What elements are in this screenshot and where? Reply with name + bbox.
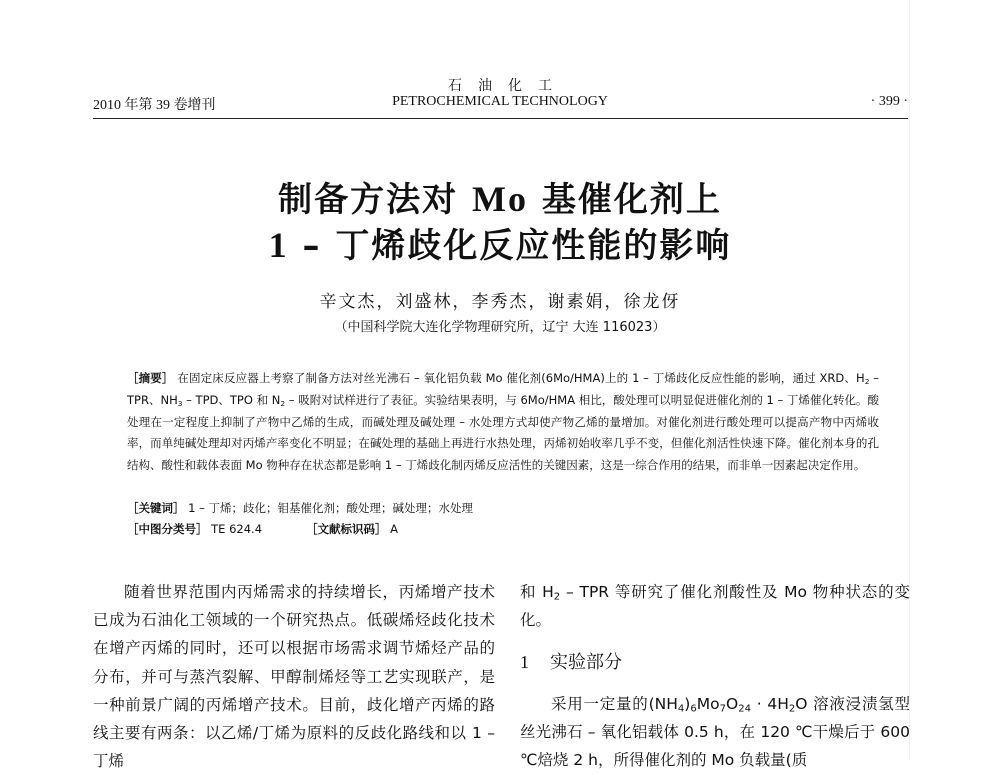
paper-title-line-1 xyxy=(0,172,1000,221)
body-text: 和 H xyxy=(520,583,554,601)
classification xyxy=(127,521,879,537)
doc-code-label: ［文献标识码］ xyxy=(306,522,387,536)
body-text: – TPR 等研究了催化剂酸性及 Mo 物种状态的变化。 xyxy=(520,583,910,630)
clc-value: TE 624.4 xyxy=(207,522,263,536)
issue-info: 2010 年第 39 卷增刊 xyxy=(93,98,216,113)
section-heading xyxy=(520,648,622,674)
subscript: 4 xyxy=(677,703,685,715)
abstract-label: ［摘要］ xyxy=(127,371,174,385)
abstract-text: – TPR、NH xyxy=(127,371,880,407)
page-edge-line xyxy=(909,0,910,760)
doc-code-value: A xyxy=(386,522,399,536)
journal-title-en: PETROCHEMICAL TECHNOLOGY xyxy=(392,94,608,109)
body-text: Mo xyxy=(696,695,720,713)
title-text: 制备方法对 xyxy=(278,180,472,220)
title-latin: Mo xyxy=(472,179,528,219)
abstract-text: 在固定床反应器上考察了制备方法对丝光沸石 – 氧化铝负载 Mo 催化剂(6Mo/HMA)上的 1 – 丁烯歧化反应性能的影响，通过 XRD、H xyxy=(173,371,865,385)
subscript: 6 xyxy=(690,703,697,715)
abstract-text: – 吸附对试样进行了表征。实验结果表明，与 6Mo/HMA 相比，酸处理可以明显促进催化剂的 1 – 丁烯催化转化。酸处理在一定程度上抑制了产物中乙烯的生成，而碱处理及碱处理 – 水处理方式却使产物乙烯的量增加。对催化剂进行酸处理可以提高产物中丙烯收率，而单纯碱处理却对丙烯产率变化不明显；在碱处理的基础上再进行水热处理，丙烯初始收率几乎不变，但催化剂活性快速下降。催化剂本身的孔结构、酸性和载体表面 Mo 物种存在状态都是影响 1 – 丁烯歧化制丙烯反应活性的关键因素，这是一综合作用的结果，而非单一因素起决定作用。 xyxy=(127,392,879,473)
body-text: ) xyxy=(684,695,691,713)
title-text: – 丁烯歧化反应性能的影响 xyxy=(288,226,732,266)
paper-title-line-2 xyxy=(0,218,1000,267)
authors: 辛文杰，刘盛林，李秀杰，谢素娟，徐龙伢 xyxy=(319,292,681,312)
abstract-text: – TPD、TPO 和 N xyxy=(182,392,281,407)
subscript: 2 xyxy=(280,398,286,408)
subscript: 7 xyxy=(719,703,727,715)
title-text: 基催化剂上 xyxy=(527,180,722,220)
affiliation: （中国科学院大连化学物理研究所，辽宁 大连 116023） xyxy=(334,320,666,335)
body-text: O xyxy=(726,695,739,713)
body-text: 采用一定量的(NH xyxy=(551,695,678,713)
subscript: 24 xyxy=(738,703,752,715)
subscript: 2 xyxy=(788,703,796,715)
body-right-paragraph-1 xyxy=(520,578,910,634)
clc-label: ［中图分类号］ xyxy=(127,522,208,536)
body-text: · 4H xyxy=(751,695,789,713)
title-latin: 1 xyxy=(268,225,289,265)
subscript: 3 xyxy=(177,398,183,408)
section-title: 实验部分 xyxy=(550,652,622,673)
subscript: 2 xyxy=(864,376,870,386)
body-text: O 溶液浸渍氢型丝光沸石 – 氧化铝载体 0.5 h，在 120 ℃干燥后于 600 ℃焙烧 2 h，所得催化剂的 Mo 负载量(质 xyxy=(520,695,910,770)
body-left-paragraph: 随着世界范围内丙烯需求的持续增长，丙烯增产技术已成为石油化工领域的一个研究热点。低碳烯烃歧化技术在增产丙烯的同时，还可以根据市场需求调节烯烃产品的分布，并可与蒸汽裂解、甲醇制烯烃等工艺实现联产，是一种前景广阔的丙烯增产技术。目前，歧化增产丙烯的路线主要有两条：以乙烯/丁烯为原料的反歧化路线和以 1 – 丁烯 xyxy=(93,583,495,771)
keywords-text: 1 – 丁烯；歧化；钼基催化剂；酸处理；碱处理；水处理 xyxy=(184,501,474,515)
header-rule xyxy=(93,118,908,119)
journal-title-cn: 石油化工 xyxy=(448,78,568,94)
subscript: 2 xyxy=(553,591,561,603)
body-right-paragraph-2 xyxy=(520,690,910,775)
keywords xyxy=(127,500,879,516)
keywords-label: ［关键词］ xyxy=(127,501,185,515)
abstract xyxy=(127,368,879,477)
section-number: 1 xyxy=(520,652,529,672)
page-number: · 399 · xyxy=(870,94,908,109)
